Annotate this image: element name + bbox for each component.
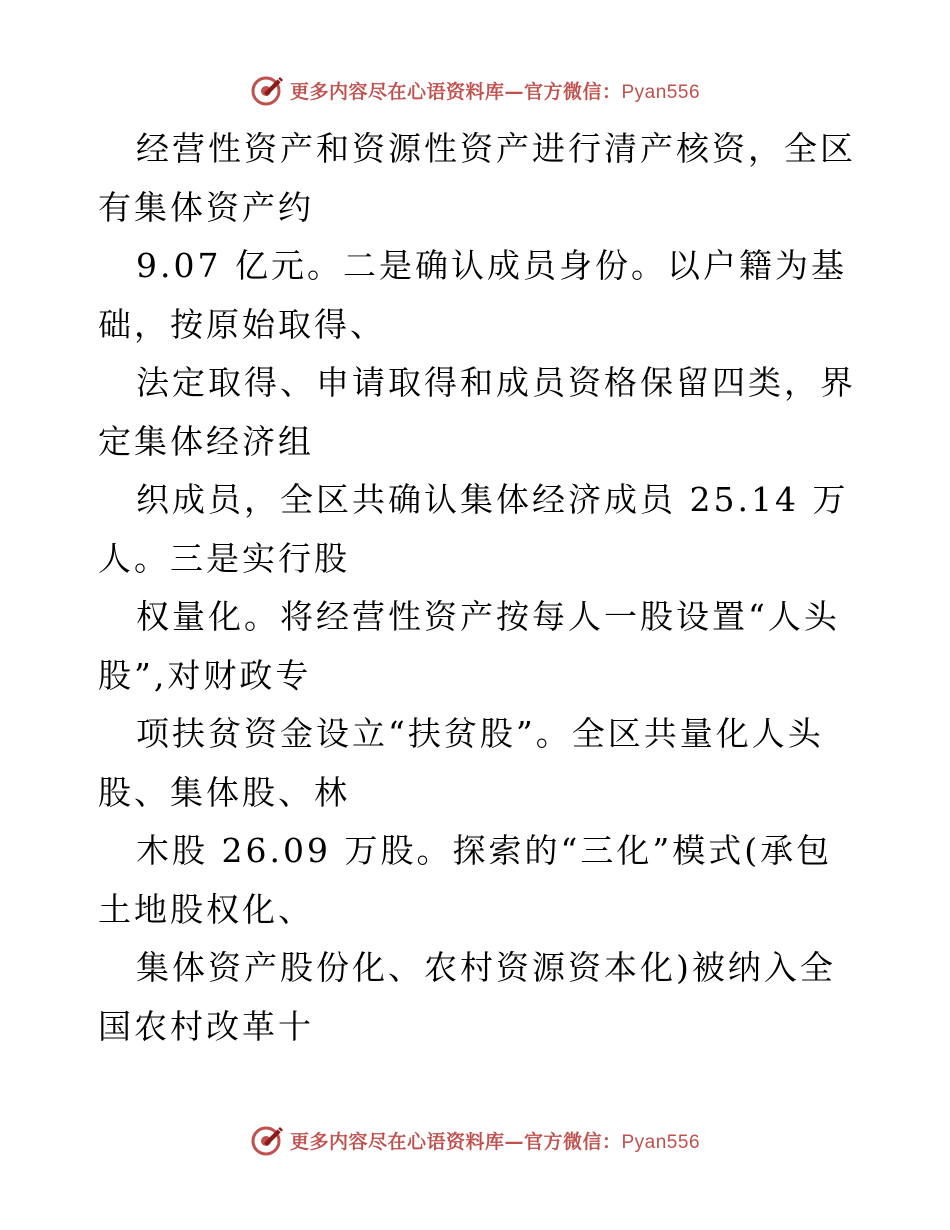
footer-banner <box>0 1120 950 1160</box>
header-banner-text-cn: 更多内容尽在心语资料库—官方微信： <box>289 80 622 103</box>
header-banner-text <box>290 77 700 104</box>
paragraph: 木股 26.09 万股。探索的“三化”模式(承包土地股权化、 <box>98 831 833 929</box>
header-banner <box>0 70 950 110</box>
paragraph: 经营性资产和资源性资产进行清产核资，全区有集体资产约 <box>98 129 856 227</box>
paragraph: 法定取得、申请取得和成员资格保留四类，界定集体经济组 <box>98 363 856 461</box>
paragraph: 织成员，全区共确认集体经济成员 25.14 万人。三是实行股 <box>98 480 849 578</box>
paragraph: 9.07 亿元。二是确认成员身份。以户籍为基础，按原始取得、 <box>98 246 847 344</box>
paragraph: 项扶贫资金设立“扶贫股”。全区共量化人头股、集体股、林 <box>98 714 824 812</box>
body-text <box>98 120 858 1056</box>
header-banner-text-latin: Pyan556 <box>621 81 701 103</box>
footer-banner-text <box>290 1127 700 1154</box>
footer-banner-text-cn: 更多内容尽在心语资料库—官方微信： <box>289 1130 622 1153</box>
pen-circle-logo-icon <box>250 1123 284 1157</box>
pen-circle-logo-icon <box>250 73 284 107</box>
footer-banner-text-latin: Pyan556 <box>621 1131 701 1153</box>
paragraph: 集体资产股份化、农村资源资本化)被纳入全国农村改革十 <box>98 948 836 1046</box>
paragraph: 权量化。将经营性资产按每人一股设置“人头股”,对财政专 <box>98 597 840 695</box>
